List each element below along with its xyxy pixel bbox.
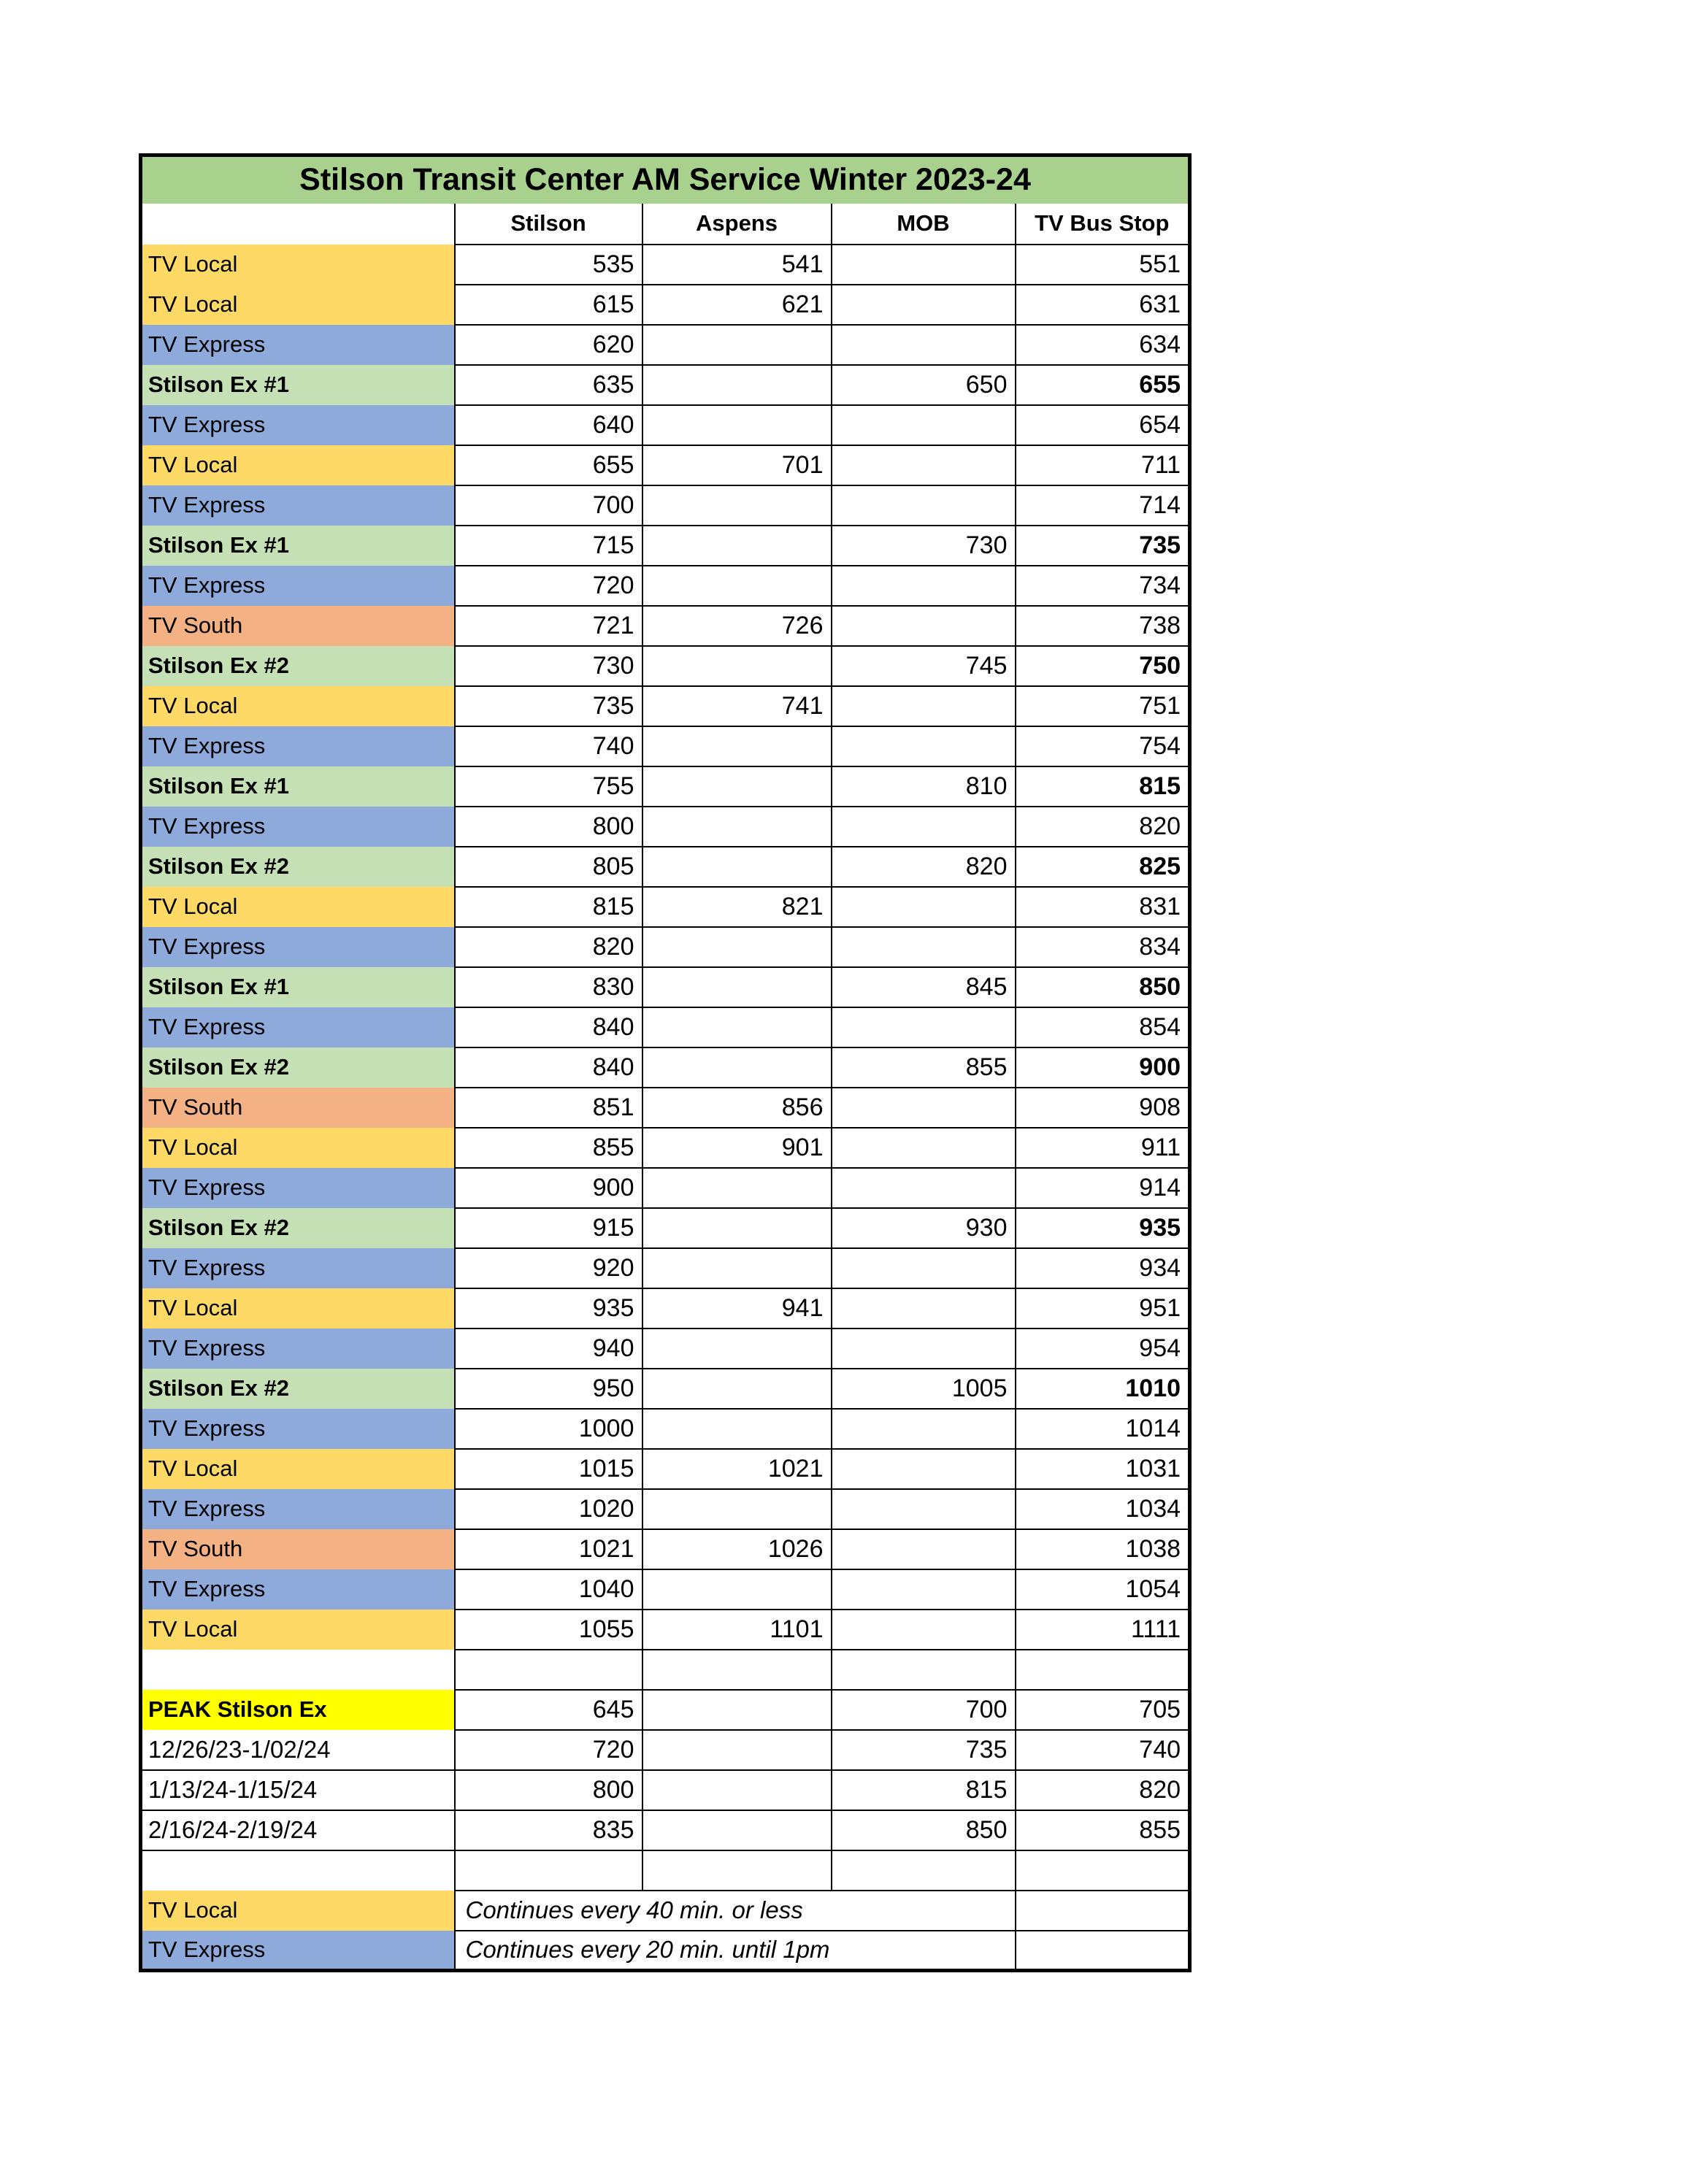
row-label: TV Local xyxy=(141,1610,455,1650)
time-cell-mob xyxy=(832,1489,1016,1529)
time-cell-aspens xyxy=(642,1690,832,1730)
schedule-row xyxy=(141,686,1190,726)
title-row xyxy=(141,155,1190,204)
schedule-row xyxy=(141,485,1190,526)
row-label: TV Express xyxy=(141,1329,455,1369)
empty-time-cell xyxy=(1016,1650,1190,1690)
empty-time-cell xyxy=(832,1850,1016,1891)
time-cell-mob: 700 xyxy=(832,1690,1016,1730)
schedule-row xyxy=(141,1569,1190,1610)
time-cell-stilson: 920 xyxy=(455,1248,642,1288)
time-cell-mob: 930 xyxy=(832,1208,1016,1248)
time-cell-stilson: 840 xyxy=(455,1007,642,1047)
schedule-row xyxy=(141,726,1190,766)
time-cell-aspens: 701 xyxy=(642,445,832,485)
schedule-row xyxy=(141,1007,1190,1047)
time-cell-aspens xyxy=(642,1489,832,1529)
time-cell-stilson: 915 xyxy=(455,1208,642,1248)
schedule-row xyxy=(141,566,1190,606)
schedule-row xyxy=(141,1047,1190,1088)
time-cell-tv-bus-stop: 740 xyxy=(1016,1730,1190,1770)
time-cell-tv-bus-stop: 711 xyxy=(1016,445,1190,485)
empty-time-cell xyxy=(642,1850,832,1891)
row-label: TV Local xyxy=(141,1128,455,1168)
schedule-row xyxy=(141,766,1190,807)
row-label: TV Local xyxy=(141,1891,455,1931)
time-cell-stilson: 755 xyxy=(455,766,642,807)
time-cell-tv-bus-stop: 751 xyxy=(1016,686,1190,726)
column-header-aspens: Aspens xyxy=(642,204,832,245)
time-cell-aspens xyxy=(642,526,832,566)
time-cell-aspens xyxy=(642,405,832,445)
time-cell-stilson: 1055 xyxy=(455,1610,642,1650)
time-cell-aspens xyxy=(642,1047,832,1088)
time-cell-tv-bus-stop: 935 xyxy=(1016,1208,1190,1248)
time-cell-stilson: 645 xyxy=(455,1690,642,1730)
time-cell-mob xyxy=(832,1168,1016,1208)
time-cell-stilson: 851 xyxy=(455,1088,642,1128)
row-label: TV Express xyxy=(141,927,455,967)
time-cell-aspens: 541 xyxy=(642,245,832,285)
time-cell-stilson: 800 xyxy=(455,1770,642,1810)
row-label: TV Express xyxy=(141,807,455,847)
time-cell-aspens xyxy=(642,365,832,405)
row-label: TV Local xyxy=(141,1449,455,1489)
time-cell-mob xyxy=(832,1007,1016,1047)
time-cell-mob xyxy=(832,1128,1016,1168)
time-cell-mob xyxy=(832,1088,1016,1128)
time-cell-tv-bus-stop: 815 xyxy=(1016,766,1190,807)
row-label-empty xyxy=(141,1850,455,1891)
time-cell-aspens xyxy=(642,847,832,887)
time-cell-aspens: 901 xyxy=(642,1128,832,1168)
schedule-row xyxy=(141,1208,1190,1248)
time-cell-mob xyxy=(832,1409,1016,1449)
row-label: PEAK Stilson Ex xyxy=(141,1690,455,1730)
time-cell-mob xyxy=(832,1449,1016,1489)
empty-time-cell xyxy=(1016,1891,1190,1931)
schedule-row xyxy=(141,1128,1190,1168)
frequency-note-text: Continues every 40 min. or less xyxy=(455,1891,1016,1931)
time-cell-tv-bus-stop: 911 xyxy=(1016,1128,1190,1168)
column-header-tv-bus-stop: TV Bus Stop xyxy=(1016,204,1190,245)
time-cell-mob xyxy=(832,807,1016,847)
time-cell-stilson: 800 xyxy=(455,807,642,847)
schedule-row xyxy=(141,847,1190,887)
schedule-row xyxy=(141,1409,1190,1449)
time-cell-stilson: 535 xyxy=(455,245,642,285)
time-cell-aspens: 856 xyxy=(642,1088,832,1128)
schedule-row xyxy=(141,526,1190,566)
time-cell-mob xyxy=(832,566,1016,606)
time-cell-mob: 815 xyxy=(832,1770,1016,1810)
peak-service-row xyxy=(141,1690,1190,1730)
time-cell-tv-bus-stop: 735 xyxy=(1016,526,1190,566)
row-label: TV Express xyxy=(141,325,455,365)
time-cell-aspens: 941 xyxy=(642,1288,832,1329)
row-label: TV Local xyxy=(141,245,455,285)
time-cell-aspens xyxy=(642,1208,832,1248)
schedule-row xyxy=(141,325,1190,365)
time-cell-stilson: 735 xyxy=(455,686,642,726)
time-cell-aspens xyxy=(642,967,832,1007)
time-cell-stilson: 900 xyxy=(455,1168,642,1208)
time-cell-aspens: 821 xyxy=(642,887,832,927)
time-cell-tv-bus-stop: 655 xyxy=(1016,365,1190,405)
time-cell-aspens: 741 xyxy=(642,686,832,726)
time-cell-mob xyxy=(832,686,1016,726)
schedule-row xyxy=(141,927,1190,967)
row-label: Stilson Ex #2 xyxy=(141,646,455,686)
time-cell-mob xyxy=(832,887,1016,927)
row-label: TV Express xyxy=(141,1489,455,1529)
time-cell-aspens xyxy=(642,566,832,606)
time-cell-tv-bus-stop: 951 xyxy=(1016,1288,1190,1329)
time-cell-tv-bus-stop: 854 xyxy=(1016,1007,1190,1047)
time-cell-stilson: 730 xyxy=(455,646,642,686)
time-cell-tv-bus-stop: 1010 xyxy=(1016,1369,1190,1409)
schedule-row xyxy=(141,245,1190,285)
row-label: TV Express xyxy=(141,1168,455,1208)
row-label: TV Express xyxy=(141,485,455,526)
time-cell-stilson: 855 xyxy=(455,1128,642,1168)
row-label: TV Express xyxy=(141,1931,455,1971)
time-cell-mob xyxy=(832,405,1016,445)
time-cell-mob xyxy=(832,1288,1016,1329)
empty-time-cell xyxy=(1016,1931,1190,1971)
time-cell-aspens xyxy=(642,927,832,967)
time-cell-stilson: 950 xyxy=(455,1369,642,1409)
time-cell-aspens xyxy=(642,1369,832,1409)
row-label: Stilson Ex #2 xyxy=(141,1047,455,1088)
time-cell-tv-bus-stop: 850 xyxy=(1016,967,1190,1007)
row-label: TV Express xyxy=(141,1569,455,1610)
time-cell-aspens xyxy=(642,726,832,766)
time-cell-stilson: 715 xyxy=(455,526,642,566)
time-cell-tv-bus-stop: 908 xyxy=(1016,1088,1190,1128)
row-label-empty xyxy=(141,1650,455,1690)
schedule-row xyxy=(141,1088,1190,1128)
time-cell-aspens xyxy=(642,1810,832,1850)
peak-date-row xyxy=(141,1770,1190,1810)
time-cell-mob xyxy=(832,485,1016,526)
time-cell-mob xyxy=(832,285,1016,325)
row-label: TV Local xyxy=(141,1288,455,1329)
schedule-row xyxy=(141,445,1190,485)
row-label: TV Local xyxy=(141,887,455,927)
empty-time-cell xyxy=(455,1650,642,1690)
row-label: TV Local xyxy=(141,686,455,726)
time-cell-mob: 650 xyxy=(832,365,1016,405)
time-cell-aspens xyxy=(642,766,832,807)
time-cell-mob xyxy=(832,606,1016,646)
time-cell-stilson: 820 xyxy=(455,927,642,967)
time-cell-tv-bus-stop: 914 xyxy=(1016,1168,1190,1208)
time-cell-mob xyxy=(832,245,1016,285)
time-cell-stilson: 700 xyxy=(455,485,642,526)
time-cell-mob xyxy=(832,1529,1016,1569)
time-cell-tv-bus-stop: 634 xyxy=(1016,325,1190,365)
time-cell-tv-bus-stop: 631 xyxy=(1016,285,1190,325)
time-cell-tv-bus-stop: 1031 xyxy=(1016,1449,1190,1489)
row-label: Stilson Ex #1 xyxy=(141,766,455,807)
empty-time-cell xyxy=(1016,1850,1190,1891)
time-cell-stilson: 835 xyxy=(455,1810,642,1850)
time-cell-stilson: 1020 xyxy=(455,1489,642,1529)
time-cell-tv-bus-stop: 834 xyxy=(1016,927,1190,967)
frequency-note-row xyxy=(141,1891,1190,1931)
time-cell-aspens xyxy=(642,646,832,686)
row-label: TV Local xyxy=(141,445,455,485)
schedule-row xyxy=(141,646,1190,686)
time-cell-mob: 845 xyxy=(832,967,1016,1007)
time-cell-aspens: 1026 xyxy=(642,1529,832,1569)
row-label: TV South xyxy=(141,1529,455,1569)
schedule-row xyxy=(141,285,1190,325)
empty-time-cell xyxy=(642,1650,832,1690)
column-header-stilson: Stilson xyxy=(455,204,642,245)
time-cell-aspens xyxy=(642,325,832,365)
time-cell-tv-bus-stop: 1034 xyxy=(1016,1489,1190,1529)
time-cell-aspens xyxy=(642,1569,832,1610)
time-cell-tv-bus-stop: 1111 xyxy=(1016,1610,1190,1650)
row-label: TV Express xyxy=(141,566,455,606)
peak-date-row xyxy=(141,1810,1190,1850)
row-label: Stilson Ex #2 xyxy=(141,1369,455,1409)
schedule-row xyxy=(141,967,1190,1007)
row-label: 1/13/24-1/15/24 xyxy=(141,1770,455,1810)
row-label: 2/16/24-2/19/24 xyxy=(141,1810,455,1850)
time-cell-mob: 820 xyxy=(832,847,1016,887)
row-label: TV Local xyxy=(141,285,455,325)
time-cell-aspens xyxy=(642,1329,832,1369)
time-cell-tv-bus-stop: 820 xyxy=(1016,1770,1190,1810)
time-cell-tv-bus-stop: 750 xyxy=(1016,646,1190,686)
page-title: Stilson Transit Center AM Service Winter 2023-24 xyxy=(141,155,1190,204)
peak-date-row xyxy=(141,1730,1190,1770)
row-label: TV South xyxy=(141,606,455,646)
schedule-row xyxy=(141,1168,1190,1208)
frequency-note-row xyxy=(141,1931,1190,1971)
time-cell-stilson: 840 xyxy=(455,1047,642,1088)
row-label: TV Express xyxy=(141,1409,455,1449)
schedule-row xyxy=(141,1329,1190,1369)
time-cell-mob xyxy=(832,1610,1016,1650)
time-cell-aspens: 1021 xyxy=(642,1449,832,1489)
time-cell-stilson: 1015 xyxy=(455,1449,642,1489)
time-cell-aspens: 621 xyxy=(642,285,832,325)
schedule-row xyxy=(141,1449,1190,1489)
row-label: TV Express xyxy=(141,1007,455,1047)
time-cell-stilson: 1021 xyxy=(455,1529,642,1569)
time-cell-mob: 810 xyxy=(832,766,1016,807)
time-cell-mob xyxy=(832,1569,1016,1610)
time-cell-stilson: 940 xyxy=(455,1329,642,1369)
time-cell-stilson: 640 xyxy=(455,405,642,445)
schedule-row xyxy=(141,1529,1190,1569)
time-cell-stilson: 815 xyxy=(455,887,642,927)
schedule-row xyxy=(141,1489,1190,1529)
time-cell-tv-bus-stop: 714 xyxy=(1016,485,1190,526)
spacer-row xyxy=(141,1650,1190,1690)
time-cell-tv-bus-stop: 754 xyxy=(1016,726,1190,766)
schedule-row xyxy=(141,365,1190,405)
row-label: 12/26/23-1/02/24 xyxy=(141,1730,455,1770)
time-cell-stilson: 1000 xyxy=(455,1409,642,1449)
schedule-row xyxy=(141,807,1190,847)
time-cell-tv-bus-stop: 738 xyxy=(1016,606,1190,646)
transit-schedule-table xyxy=(139,153,1192,1972)
time-cell-mob: 850 xyxy=(832,1810,1016,1850)
time-cell-aspens xyxy=(642,1409,832,1449)
time-cell-stilson: 615 xyxy=(455,285,642,325)
row-label: TV Express xyxy=(141,726,455,766)
row-label: TV Express xyxy=(141,1248,455,1288)
schedule-row xyxy=(141,1610,1190,1650)
time-cell-mob: 1005 xyxy=(832,1369,1016,1409)
spacer-row xyxy=(141,1850,1190,1891)
time-cell-mob xyxy=(832,927,1016,967)
time-cell-aspens: 1101 xyxy=(642,1610,832,1650)
time-cell-aspens xyxy=(642,1168,832,1208)
time-cell-mob xyxy=(832,445,1016,485)
schedule-row xyxy=(141,887,1190,927)
time-cell-aspens: 726 xyxy=(642,606,832,646)
time-cell-stilson: 720 xyxy=(455,566,642,606)
time-cell-tv-bus-stop: 820 xyxy=(1016,807,1190,847)
time-cell-tv-bus-stop: 954 xyxy=(1016,1329,1190,1369)
time-cell-tv-bus-stop: 1038 xyxy=(1016,1529,1190,1569)
time-cell-mob: 735 xyxy=(832,1730,1016,1770)
time-cell-tv-bus-stop: 900 xyxy=(1016,1047,1190,1088)
time-cell-stilson: 721 xyxy=(455,606,642,646)
time-cell-tv-bus-stop: 705 xyxy=(1016,1690,1190,1730)
column-header-mob: MOB xyxy=(832,204,1016,245)
frequency-note-text: Continues every 20 min. until 1pm xyxy=(455,1931,1016,1971)
schedule-row xyxy=(141,606,1190,646)
schedule-row xyxy=(141,405,1190,445)
column-header-row xyxy=(141,204,1190,245)
time-cell-stilson: 1040 xyxy=(455,1569,642,1610)
time-cell-tv-bus-stop: 831 xyxy=(1016,887,1190,927)
time-cell-aspens xyxy=(642,1248,832,1288)
time-cell-aspens xyxy=(642,1730,832,1770)
row-label: Stilson Ex #2 xyxy=(141,847,455,887)
schedule-row xyxy=(141,1288,1190,1329)
time-cell-mob xyxy=(832,1248,1016,1288)
row-label: Stilson Ex #1 xyxy=(141,526,455,566)
empty-time-cell xyxy=(455,1850,642,1891)
row-label: Stilson Ex #2 xyxy=(141,1208,455,1248)
time-cell-tv-bus-stop: 654 xyxy=(1016,405,1190,445)
header-empty-cell xyxy=(141,204,455,245)
row-label: TV Express xyxy=(141,405,455,445)
schedule-row xyxy=(141,1369,1190,1409)
time-cell-mob xyxy=(832,1329,1016,1369)
time-cell-mob: 745 xyxy=(832,646,1016,686)
time-cell-tv-bus-stop: 934 xyxy=(1016,1248,1190,1288)
row-label: Stilson Ex #1 xyxy=(141,967,455,1007)
empty-time-cell xyxy=(832,1650,1016,1690)
time-cell-mob xyxy=(832,325,1016,365)
schedule-row xyxy=(141,1248,1190,1288)
time-cell-mob xyxy=(832,726,1016,766)
time-cell-tv-bus-stop: 855 xyxy=(1016,1810,1190,1850)
time-cell-aspens xyxy=(642,807,832,847)
time-cell-aspens xyxy=(642,1007,832,1047)
time-cell-aspens xyxy=(642,1770,832,1810)
time-cell-mob: 730 xyxy=(832,526,1016,566)
time-cell-tv-bus-stop: 734 xyxy=(1016,566,1190,606)
time-cell-tv-bus-stop: 1054 xyxy=(1016,1569,1190,1610)
time-cell-tv-bus-stop: 1014 xyxy=(1016,1409,1190,1449)
time-cell-stilson: 740 xyxy=(455,726,642,766)
time-cell-stilson: 635 xyxy=(455,365,642,405)
time-cell-tv-bus-stop: 551 xyxy=(1016,245,1190,285)
time-cell-stilson: 620 xyxy=(455,325,642,365)
time-cell-stilson: 830 xyxy=(455,967,642,1007)
time-cell-mob: 855 xyxy=(832,1047,1016,1088)
time-cell-stilson: 935 xyxy=(455,1288,642,1329)
time-cell-stilson: 805 xyxy=(455,847,642,887)
time-cell-stilson: 720 xyxy=(455,1730,642,1770)
row-label: TV South xyxy=(141,1088,455,1128)
time-cell-aspens xyxy=(642,485,832,526)
row-label: Stilson Ex #1 xyxy=(141,365,455,405)
time-cell-tv-bus-stop: 825 xyxy=(1016,847,1190,887)
time-cell-stilson: 655 xyxy=(455,445,642,485)
